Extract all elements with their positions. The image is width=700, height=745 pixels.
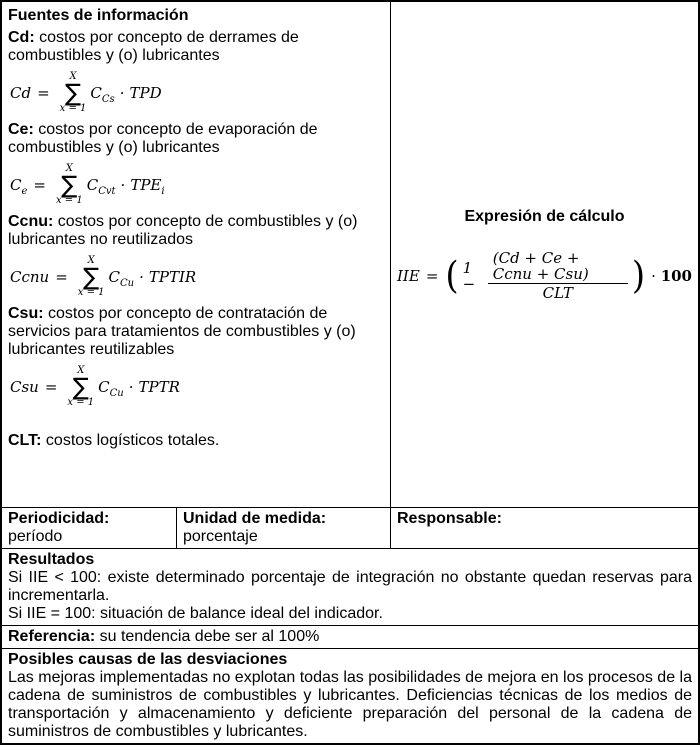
resultados-line-2: Si IIE = 100: situación de balance ideal del indicador.: [8, 605, 383, 622]
expresion-cell: [391, 2, 698, 507]
multiplication-dot: ·: [139, 268, 144, 286]
definition-text: costos logísticos totales.: [45, 432, 220, 449]
sigma-icon: ∑: [61, 171, 78, 199]
definition-term: Cd:: [8, 29, 35, 46]
formula-lhs: $C_e$: [10, 176, 28, 197]
unidad-label: Unidad de medida:: [183, 510, 327, 527]
causas-text: Las mejoras implementadas no explotan todas las posibilidades de mejora en los procesos de la cadena de suministros de combustibles y lubricantes. Deficiencias técnicas de los medios de transportación y almacenamiento y deficiente preparación del personal de la cadena de suministros de combustibles y lubricantes.: [8, 669, 692, 740]
definition-text: costos por concepto de evaporación de combustibles y (o) lubricantes: [8, 121, 318, 156]
sum-upper-limit: X: [87, 255, 95, 266]
definition-csu: [8, 305, 382, 359]
formula-csu: [10, 366, 382, 408]
definition-ce: [8, 121, 382, 157]
fraction: [488, 250, 628, 301]
sum-lower-limit: x = 1: [55, 195, 83, 206]
summation-symbol: [56, 164, 83, 206]
expresion-title: Expresión de cálculo: [464, 208, 625, 225]
definition-text: costos por concepto de contratación de servicios para tratamientos de combustibles y (o) lubricantes reutilizables: [8, 305, 356, 358]
definition-term: CLT:: [8, 432, 42, 449]
sigma-icon: ∑: [64, 79, 82, 107]
open-paren: (: [445, 253, 459, 298]
resultados-title: Resultados: [8, 551, 95, 568]
sum-lower-limit: x = 1: [59, 103, 87, 114]
sigma-icon: ∑: [72, 373, 89, 401]
definition-text: costos por concepto de derrames de combustibles y (o) lubricantes: [8, 29, 299, 64]
formula-term: TPD: [129, 84, 162, 102]
fuentes-title: Fuentes de información: [8, 7, 189, 24]
definition-clt: [8, 432, 382, 450]
multiplication-dot: ·: [119, 84, 125, 102]
referencia-text: su tendencia debe ser al 100%: [99, 628, 320, 645]
sum-upper-limit: X: [65, 163, 73, 174]
equals-sign: =: [425, 266, 439, 285]
formula-term: $C_{Cs}$: [90, 84, 115, 105]
fraction-numerator: (Cd + Ce + Ccnu + Csu): [488, 250, 628, 284]
row-resultados: [2, 549, 698, 626]
periodicidad-label: Periodicidad:: [8, 510, 110, 527]
formula-iie: [397, 250, 692, 301]
times-100: [651, 268, 692, 284]
formula-term: TPTIR: [148, 268, 197, 286]
one-minus: 1 −: [462, 258, 476, 293]
definition-cd: [8, 29, 382, 65]
fraction-denominator: CLT: [542, 284, 573, 302]
formula-term: $TPE_i$: [130, 176, 165, 197]
definition-term: Csu:: [8, 305, 44, 322]
definition-ccnu: [8, 213, 382, 249]
formula-lhs: Csu: [10, 378, 39, 396]
periodicidad-value: período: [8, 528, 63, 545]
responsable-cell: [391, 508, 698, 548]
close-paren: ): [631, 253, 646, 298]
definition-term: Ccnu:: [8, 213, 54, 230]
sum-lower-limit: x = 1: [77, 287, 105, 298]
formula-ccnu: [10, 256, 382, 298]
resultados-line-1: Si IIE < 100: existe determinado porcentaje de integración no obstante quedan reservas para incrementarla.: [8, 569, 692, 604]
causas-title: Posibles causas de las desviaciones: [8, 651, 288, 668]
multiplication-dot: ·: [128, 378, 134, 396]
sigma-icon: ∑: [83, 263, 100, 291]
formula-term: $C_{Cu}$: [108, 268, 135, 289]
formula-lhs: Ccnu: [10, 268, 50, 286]
formula-cd: [10, 72, 382, 114]
summation-symbol: [67, 366, 94, 408]
row-referencia: [2, 626, 698, 649]
equals-sign: =: [33, 176, 46, 194]
periodicidad-cell: [2, 508, 177, 548]
summation-symbol: [78, 256, 105, 298]
fuentes-cell: [2, 2, 391, 507]
sum-lower-limit: x = 1: [67, 397, 95, 408]
row-causas: [2, 649, 698, 743]
equals-sign: =: [55, 268, 68, 286]
formula-term: $C_{Cvt}$: [86, 176, 116, 197]
definition-term: Ce:: [8, 121, 34, 138]
formula-ce: [10, 164, 382, 206]
equals-sign: =: [44, 378, 58, 396]
summation-symbol: [60, 72, 87, 114]
row-meta: [2, 508, 698, 549]
equals-sign: =: [37, 84, 50, 102]
unidad-value: porcentaje: [183, 528, 258, 545]
formula-lhs: Cd: [10, 84, 32, 102]
definition-text: costos por concepto de combustibles y (o) lubricantes no reutilizados: [8, 213, 358, 248]
row-fuentes-expresion: [2, 2, 698, 508]
multiplication-dot: ·: [651, 266, 656, 285]
sum-upper-limit: X: [77, 365, 85, 376]
sum-upper-limit: X: [69, 71, 77, 82]
formula-term: TPTR: [138, 378, 180, 396]
unidad-cell: [177, 508, 391, 548]
responsable-label: Responsable:: [397, 510, 502, 527]
referencia-label: Referencia:: [8, 628, 96, 645]
factor-value: 100: [660, 266, 692, 285]
formula-lhs: IIE: [397, 266, 420, 285]
multiplication-dot: ·: [120, 176, 126, 194]
formula-term: $C_{Cu}$: [98, 378, 124, 399]
